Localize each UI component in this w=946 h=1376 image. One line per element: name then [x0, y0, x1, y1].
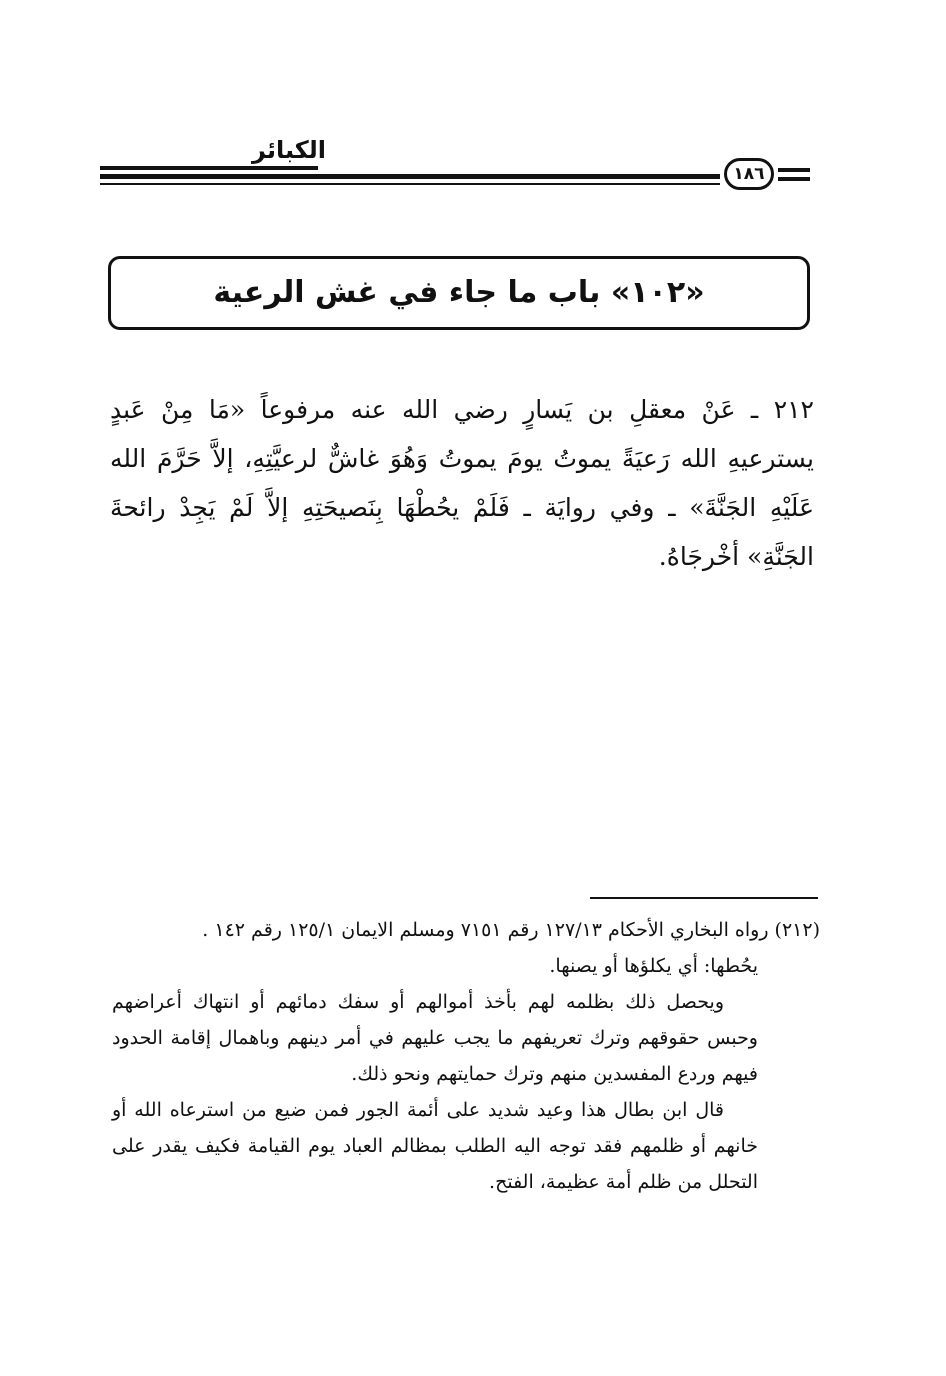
running-title-underline: [100, 166, 318, 170]
footnote-reference: (٢١٢) رواه البخاري الأحكام ١٢٧/١٣ رقم ٧١٥١ ومسلم الايمان ١٢٥/١ رقم ١٤٢ .: [202, 919, 820, 941]
footnote-gloss: يحُطها: أي يكلؤها أو يصنها.: [549, 955, 758, 977]
header-ornament-line: [778, 177, 810, 181]
header-rule-thick: [100, 174, 720, 179]
footnotes: [112, 912, 820, 1200]
footnote-paragraph: قال ابن بطال هذا وعيد شديد على أئمة الجور فمن ضيع من استرعاه الله أو خانهم أو ظلمهم فقد توجه اليه الطلب بمظالم العباد يوم القيامة فكيف يقدر على التحلل من ظلم أمة عظيمة، الفتح.: [112, 1099, 758, 1193]
footnote-paragraph: ويحصل ذلك بظلمه لهم بأخذ أموالهم أو سفك دمائهم أو انتهاك أعراضهم وحبس حقوقهم وترك تعريفهم ما يجب عليهم في أمر دينهم وباهمال إقامة الحدود فيهم وردع المفسدين منهم وترك حمايتهم ونحو ذلك.: [112, 991, 758, 1085]
running-title: الكبائر: [252, 136, 326, 164]
header-rule-thin: [100, 183, 720, 185]
page-number: ١٨٦: [724, 158, 774, 190]
chapter-title-box: [108, 256, 810, 330]
footnote-separator: [590, 897, 818, 899]
hadith-text: ٢١٢ ـ عَنْ معقلِ بن يَسارٍ رضي الله عنه مرفوعاً «مَا مِنْ عَبدٍ يسترعيهِ الله رَعيَةً يموتُ يومَ يموتُ وَهُوَ غاشٌّ لرعيَّتِهِ، إلاَّ حَرَّمَ الله عَلَيْهِ الجَنَّةَ» ـ وفي روايَة ـ فَلَمْ يحُطْهَا بِنَصيحَتِهِ إلاَّ لَمْ يَجِدْ رائحةَ الجَنَّةِ» أخْرجَاهُ.: [110, 395, 814, 571]
header-ornament-line: [778, 168, 810, 172]
chapter-title: «١٠٢» باب ما جاء في غش الرعية: [213, 275, 705, 310]
